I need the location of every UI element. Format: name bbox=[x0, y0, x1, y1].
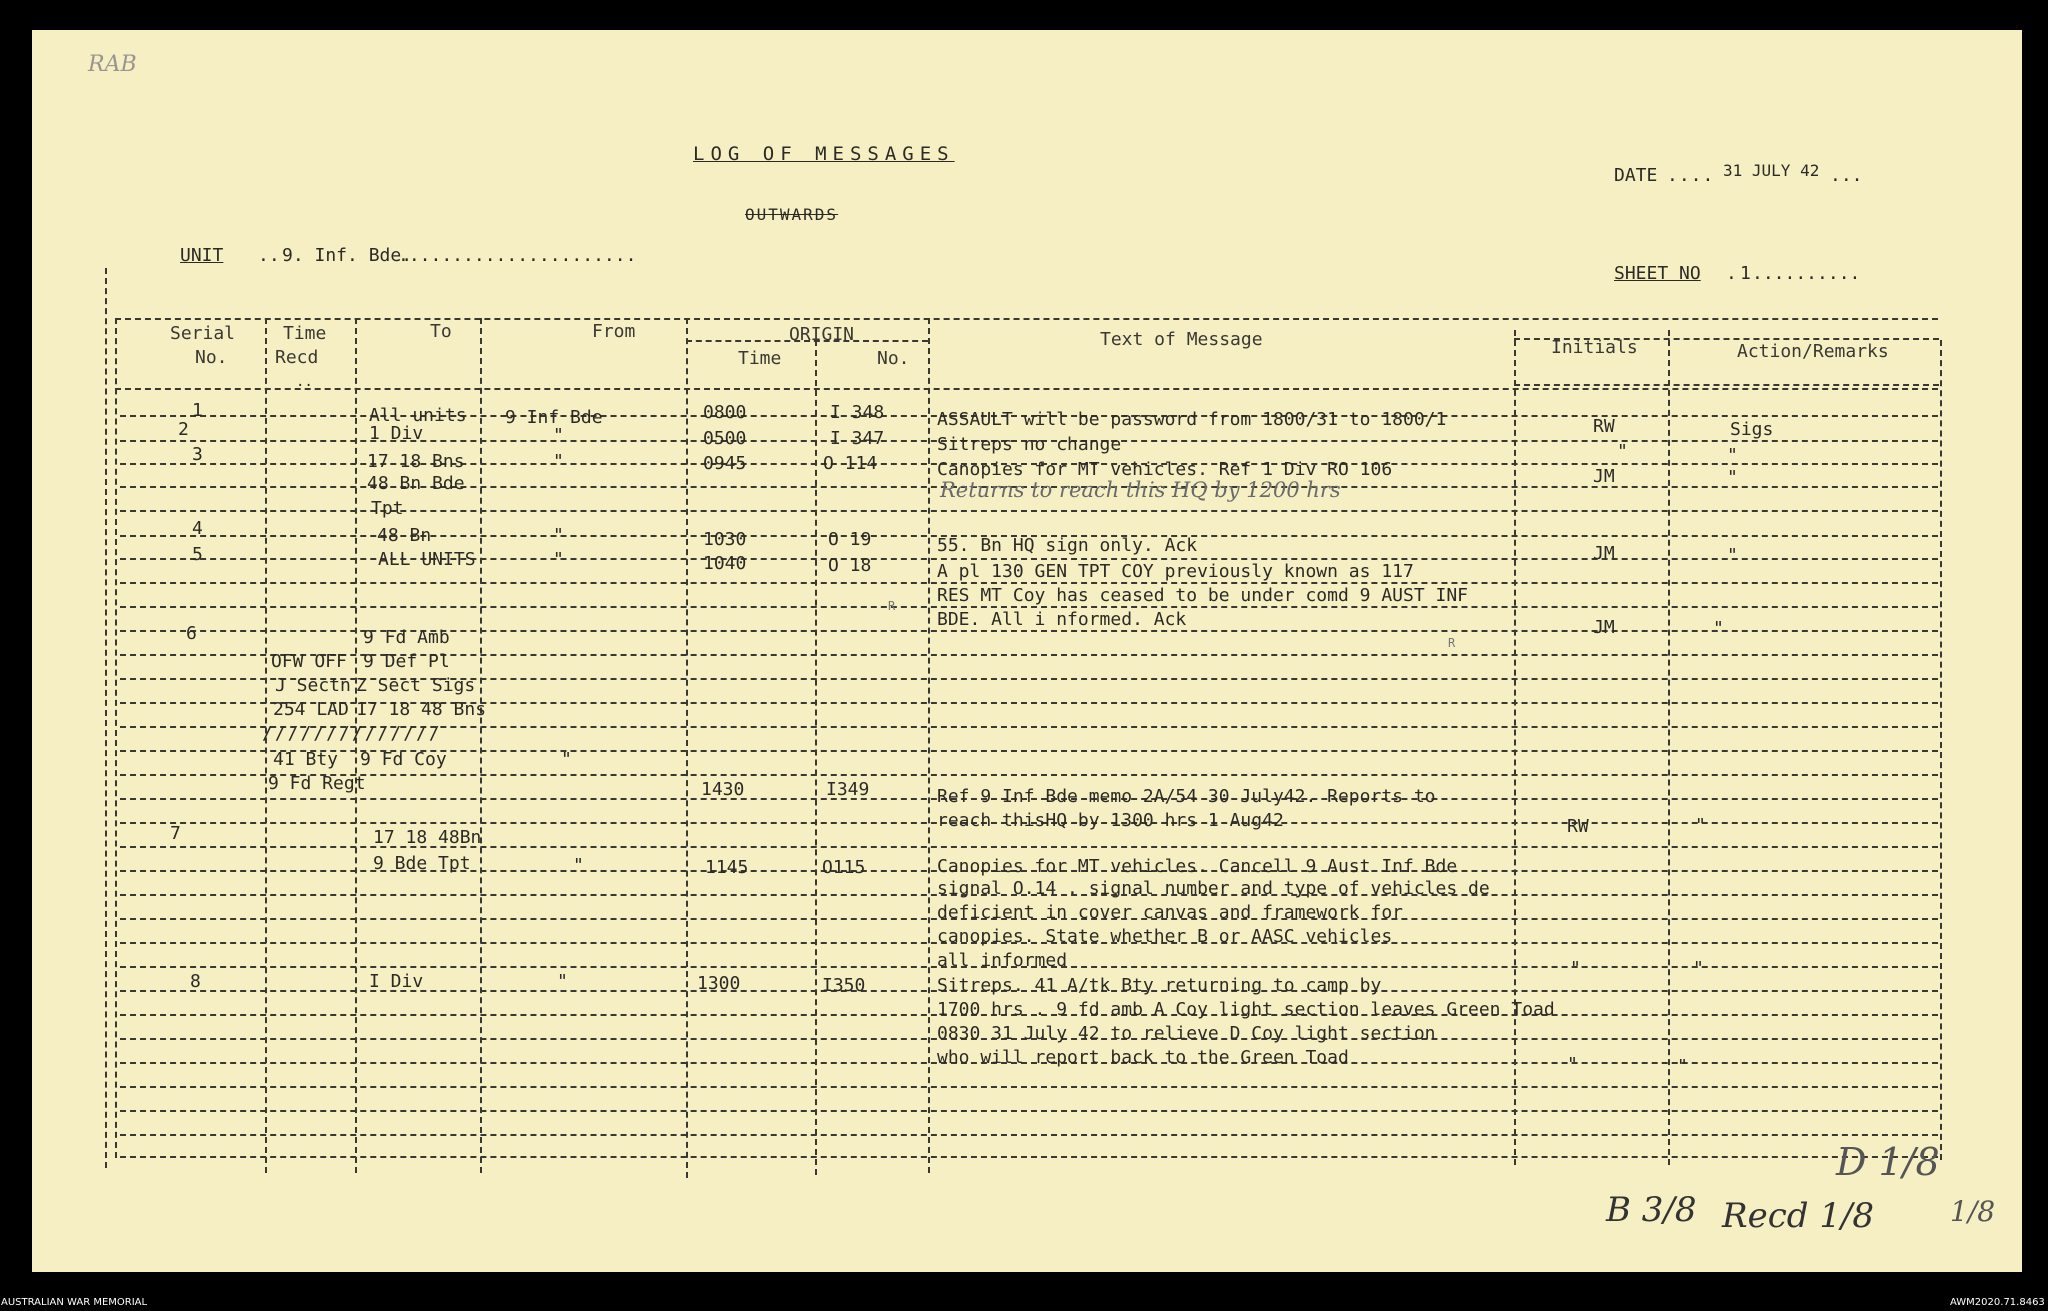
row7-text-line2: signal O.14 . signal number and type of vehicles de bbox=[937, 878, 1490, 899]
footer-archive-id: AWM2020.71.8463 bbox=[1950, 1297, 2045, 1308]
row5-mark: R bbox=[888, 599, 896, 613]
row2-action: " bbox=[1727, 445, 1738, 466]
col-header-origin-no: No. bbox=[877, 348, 910, 369]
row7-to-line2: 9 Bde Tpt bbox=[373, 853, 471, 874]
row3-initials: JM bbox=[1593, 466, 1615, 487]
table-column-rule bbox=[686, 318, 688, 1178]
col-header-origin: ORIGIN bbox=[789, 324, 855, 345]
date-value: 31 JULY 42 bbox=[1723, 161, 1820, 180]
row6-to-line4: 17 18 48 Bns bbox=[356, 699, 487, 720]
row3-origin-time: 0945 bbox=[703, 453, 747, 474]
row6-origin-time: 1430 bbox=[701, 779, 745, 800]
row7-initials-ditto: " bbox=[1570, 958, 1581, 979]
footer-archive-name: AUSTRALIAN WAR MEMORIAL bbox=[1, 1297, 148, 1308]
row3-to-line3: Tpt bbox=[371, 498, 404, 519]
row5-text-line1: A pl 130 GEN TPT COY previously known as 117 bbox=[937, 561, 1414, 582]
row4-origin-time: 1030 bbox=[703, 529, 747, 550]
row6-recd-line2: OFW OFF bbox=[271, 651, 347, 672]
row7-to-line1: 17 18 48Bn bbox=[373, 827, 482, 848]
row7-origin-no: O115 bbox=[822, 857, 866, 878]
row3-serial: 3 bbox=[192, 444, 203, 465]
row3-action: " bbox=[1727, 467, 1738, 488]
table-top-rule bbox=[115, 318, 1938, 320]
col-header-action: Action/Remarks bbox=[1737, 341, 1889, 362]
row7-origin-time: 1145 bbox=[705, 857, 749, 878]
handwritten-initial-4: 1/8 bbox=[1950, 1195, 1996, 1228]
row1-serial: 1 bbox=[192, 400, 203, 421]
row3-handwritten-note: Returns to reach this HQ by 1200 hrs bbox=[940, 478, 1341, 502]
row6-text-line1: Ref 9 Inf Bde memo 2A/54 30 July42. Reports to bbox=[937, 786, 1436, 807]
row3-origin-no: O 114 bbox=[823, 453, 878, 474]
row8-text-line1: Sitreps. 41 A/tk Bty returning to camp by bbox=[937, 975, 1382, 996]
row1-text: ASSAULT will be password from 1800/31 to 1800/1 bbox=[937, 409, 1447, 430]
row8-serial: 8 bbox=[190, 971, 201, 992]
row6-strikeout-line: ////////////// bbox=[262, 723, 442, 744]
row2-origin-time: 0500 bbox=[703, 428, 747, 449]
row3-from: " bbox=[553, 451, 564, 472]
col-header-serial-no: No. bbox=[195, 347, 228, 368]
corner-initials: RAB bbox=[88, 52, 137, 77]
row2-to: 1 Div bbox=[369, 423, 424, 444]
row6-to-line2: 9 Def Pl bbox=[363, 651, 450, 672]
row6-origin-no: I349 bbox=[826, 779, 870, 800]
handwritten-initial-2: Recd 1/8 bbox=[1722, 1196, 1875, 1236]
col-header-from: From bbox=[592, 321, 636, 342]
row7-initials: RW bbox=[1567, 816, 1589, 837]
row8-initials: " bbox=[1567, 1054, 1578, 1075]
date-dots-end: ... bbox=[1830, 165, 1863, 186]
unit-dots-start: .. bbox=[258, 245, 280, 266]
header-dots: .. bbox=[296, 374, 313, 390]
row4-to: 48 Bn bbox=[377, 525, 432, 546]
row6-action: " bbox=[1713, 618, 1724, 639]
table-bottom-rule bbox=[120, 1156, 1938, 1158]
row6-to-line1: 9 Fd Amb bbox=[363, 627, 450, 648]
row4-from: " bbox=[553, 525, 564, 546]
row6-recd-line6: 9 Fd Regt bbox=[268, 773, 366, 794]
row8-text-line2: 1700 hrs . 9 fd amb A Coy light section leaves Green Toad bbox=[937, 999, 1555, 1020]
row6-recd-line5: 41 Bty bbox=[273, 749, 339, 770]
sheet-label: SHEET NO bbox=[1614, 263, 1701, 284]
row5-text-line2: RES MT Coy has ceased to be under comd 9 AUST INF bbox=[937, 585, 1469, 606]
row7-action: " bbox=[1695, 815, 1706, 836]
row6-text-line2: reach thisHQ by 1300 hrs 1 Aug42 bbox=[937, 810, 1284, 831]
row7-text-line3: deficient in cover canvas and framework for bbox=[937, 902, 1403, 923]
row6-initials: JM bbox=[1593, 617, 1615, 638]
row7-text-line4: canopies. State whether B or AASC vehicles bbox=[937, 926, 1393, 947]
handwritten-initial-3: D 1/8 bbox=[1836, 1140, 1940, 1184]
row6-mark: R bbox=[1448, 636, 1456, 650]
page-subtitle: OUTWARDS bbox=[745, 205, 839, 224]
row2-initials: " bbox=[1617, 441, 1628, 462]
table-rule bbox=[120, 1110, 1938, 1112]
row1-origin-time: 0800 bbox=[703, 402, 747, 423]
date-label: DATE bbox=[1614, 165, 1658, 186]
col-header-origin-time: Time bbox=[738, 348, 782, 369]
row5-origin-time: 1040 bbox=[703, 553, 747, 574]
sheet-dots: .......... bbox=[1752, 263, 1861, 284]
col-header-text: Text of Message bbox=[1100, 329, 1263, 350]
table-left-edge bbox=[105, 268, 107, 1168]
date-dots: .... bbox=[1667, 165, 1715, 186]
table-rule bbox=[120, 1086, 1938, 1088]
page-title: LOG OF MESSAGES bbox=[693, 143, 955, 165]
row3-to: 17 18 Bns bbox=[367, 451, 465, 472]
col-header-time: Time bbox=[283, 323, 327, 344]
row4-origin-no: O 19 bbox=[828, 529, 872, 550]
table-column-rule bbox=[265, 318, 267, 1173]
table-right-edge bbox=[1940, 340, 1942, 1160]
unit-dots: ...................... bbox=[398, 245, 637, 266]
col-header-to: To bbox=[430, 321, 452, 342]
row4-text: 55. Bn HQ sign only. Ack bbox=[937, 535, 1198, 556]
row3-text: Canopies for MT vehicles. Ref 1 Div RO 106 bbox=[937, 459, 1393, 480]
row7-text-line1: Canopies for MT vehicles. Cancell 9 Aust Inf Bde bbox=[937, 856, 1458, 877]
table-column-rule bbox=[115, 318, 117, 1158]
row6-recd-line3: J Sectn bbox=[275, 675, 351, 696]
unit-label: UNIT bbox=[180, 245, 224, 266]
table-rule bbox=[120, 774, 1938, 776]
row4-serial: 4 bbox=[192, 518, 203, 539]
row1-from: 9 Inf Bde bbox=[505, 407, 603, 428]
table-column-rule bbox=[928, 318, 930, 1173]
row6-from: " bbox=[561, 749, 572, 770]
table-column-rule bbox=[355, 318, 357, 1173]
row5-serial: 5 bbox=[192, 544, 203, 565]
row2-text: Sitreps no change bbox=[937, 434, 1122, 455]
row6-recd-line4: 254 LAD bbox=[273, 699, 349, 720]
row5-initials: JM bbox=[1593, 543, 1615, 564]
row7-action-ditto: " bbox=[1693, 958, 1704, 979]
row8-from: " bbox=[557, 971, 568, 992]
row7-from: " bbox=[573, 855, 584, 876]
row1-initials: RW bbox=[1593, 416, 1615, 437]
table-column-rule bbox=[480, 318, 482, 1173]
row5-origin-no: O 18 bbox=[828, 555, 872, 576]
table-rule bbox=[115, 388, 1938, 390]
row1-to: All units bbox=[369, 405, 467, 426]
sheet-dots-start: . bbox=[1726, 263, 1737, 284]
row5-action: " bbox=[1727, 545, 1738, 566]
row6-to-line3: Z Sect Sigs bbox=[356, 675, 476, 696]
row5-to: ALL UNITS bbox=[378, 549, 476, 570]
row5-text-line3: BDE. All i nformed. Ack bbox=[937, 609, 1187, 630]
row8-action: " bbox=[1677, 1056, 1688, 1077]
table-rule bbox=[120, 1134, 1938, 1136]
row5-from: " bbox=[553, 549, 564, 570]
table-column-rule bbox=[815, 340, 817, 1175]
handwritten-initial-1: B 3/8 bbox=[1606, 1190, 1697, 1230]
row6-to-line5: 9 Fd Coy bbox=[360, 749, 447, 770]
row7-text-line5: all informed bbox=[937, 950, 1068, 971]
row8-origin-no: I350 bbox=[822, 975, 866, 996]
row8-to: I Div bbox=[369, 971, 424, 992]
table-rule bbox=[120, 582, 1938, 584]
row8-text-line4: who will report back to the Green Toad bbox=[937, 1047, 1349, 1068]
row1-action: Sigs bbox=[1730, 419, 1774, 440]
row6-serial: 6 bbox=[186, 623, 197, 644]
row2-serial: 2 bbox=[178, 419, 189, 440]
row1-origin-no: I 348 bbox=[830, 402, 885, 423]
row2-from: " bbox=[553, 425, 564, 446]
table-rule bbox=[120, 606, 1938, 608]
table-rule bbox=[1514, 384, 1939, 386]
sheet-value: 1 bbox=[1740, 263, 1751, 284]
unit-value: 9. Inf. Bde. bbox=[282, 245, 413, 266]
row8-origin-time: 1300 bbox=[697, 973, 741, 994]
row3-to-line2: 48 Bn Bde bbox=[367, 473, 465, 494]
col-header-initials: Initials bbox=[1551, 337, 1638, 358]
col-header-time-recd: Recd bbox=[275, 347, 319, 368]
row8-text-line3: 0830 31 July 42 to relieve D Coy light section bbox=[937, 1023, 1436, 1044]
row2-origin-no: I 347 bbox=[830, 428, 885, 449]
row7-serial: 7 bbox=[170, 823, 181, 844]
col-header-serial: Serial bbox=[170, 323, 236, 344]
